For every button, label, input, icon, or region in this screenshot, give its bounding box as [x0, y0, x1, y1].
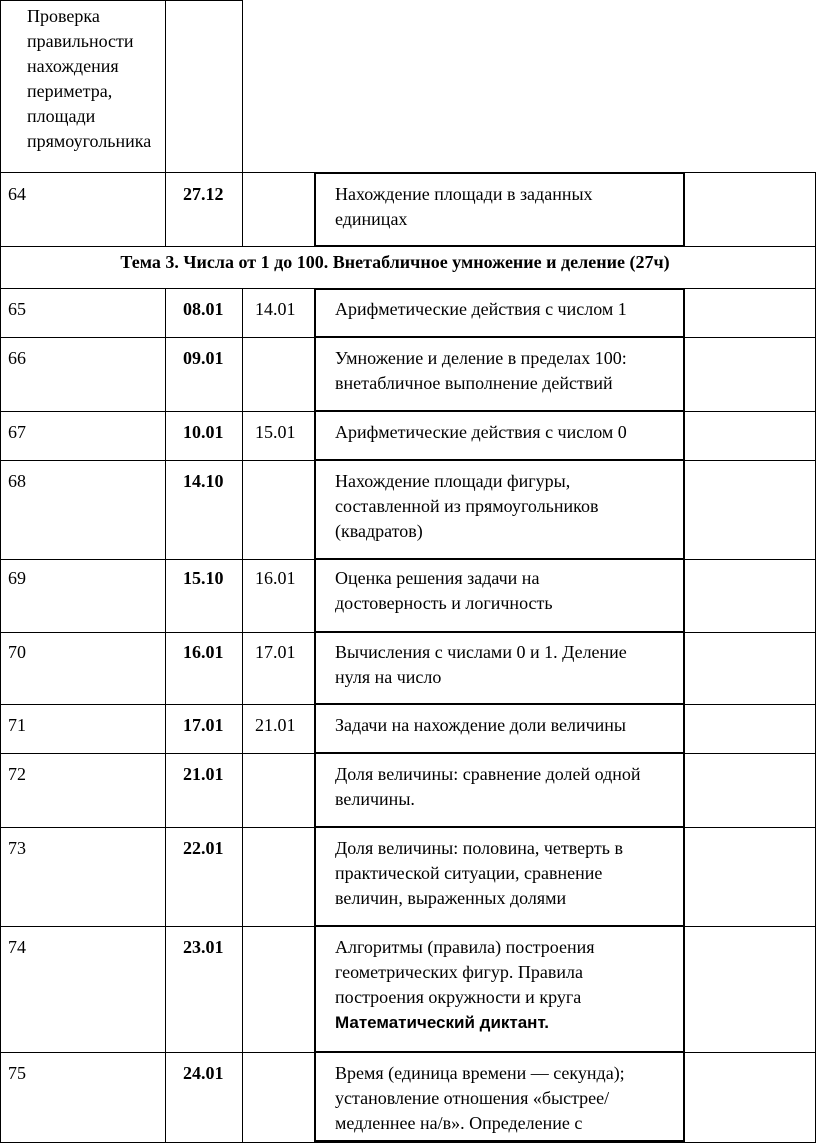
section-header: Тема 3. Числа от 1 до 100. Внетабличное умножение и деление (27ч): [120, 252, 670, 272]
row-71-number: 71: [8, 715, 26, 735]
row-73-topic-line-1: Доля величины: половина, четверть в: [335, 838, 623, 858]
row-68-topic-line-2: составленной из прямоугольников: [335, 496, 599, 516]
row-66-topic-line-1: Умножение и деление в пределах 100:: [335, 348, 627, 368]
row-72-topic-line-2: величины.: [335, 789, 415, 809]
col-divider-2: [242, 172, 243, 246]
row-72-number: 72: [8, 764, 26, 784]
row-66-topic-line-2: внетабличное выполнение действий: [335, 373, 613, 393]
row-66-plan-date: 09.01: [183, 348, 224, 368]
row-64-topic-line-1: Нахождение площади в заданных: [335, 184, 593, 204]
row-73-number: 73: [8, 838, 26, 858]
row-65-fact-date: 14.01: [255, 299, 296, 319]
topic-box-73-74: [314, 925, 685, 927]
row-74-plan-date: 23.01: [183, 937, 224, 957]
row-73-topic-line-2: практической ситуации, сравнение: [335, 863, 603, 883]
row-69-plan-date: 15.10: [183, 568, 224, 588]
row-67-fact-date: 15.01: [255, 422, 296, 442]
col-divider-4: [683, 288, 685, 1143]
row-68-topic-line-1: Нахождение площади фигуры,: [335, 471, 571, 491]
row-65-plan-date: 08.01: [183, 299, 224, 319]
col-divider-1: [165, 288, 166, 1143]
col-divider-3: [314, 172, 316, 246]
row-64-topic-line-2: единицах: [335, 209, 408, 229]
row-68-plan-date: 14.10: [183, 471, 224, 491]
row-72-plan-date: 21.01: [183, 764, 224, 784]
row-73-topic-line-3: величин, выраженных долями: [335, 888, 567, 908]
col-divider-3: [314, 288, 316, 1143]
top-block-right-border: [242, 0, 243, 172]
row-75-plan-date: 24.01: [183, 1063, 224, 1083]
row-71-plan-date: 17.01: [183, 715, 224, 735]
row-70-topic-line-1: Вычисления с числами 0 и 1. Деление: [335, 642, 627, 662]
row-74-topic-line-1: Алгоритмы (правила) построения: [335, 937, 595, 957]
row-75-topic-line-2: установление отношения «быстрее/: [335, 1088, 610, 1108]
top-block-line-6: прямоугольника: [27, 131, 152, 151]
topic-box-67-68: [314, 459, 685, 461]
row-69-topic-line-1: Оценка решения задачи на: [335, 568, 540, 588]
topic-box-top-64: [314, 172, 685, 174]
row-70-number: 70: [8, 642, 26, 662]
top-block-line-4: периметра,: [27, 81, 113, 101]
row-74-topic-line-2: геометрических фигур. Правила: [335, 962, 584, 982]
row-70-fact-date: 17.01: [255, 642, 296, 662]
row-73-plan-date: 22.01: [183, 838, 224, 858]
col-divider-1: [165, 172, 166, 246]
topic-box-69-70: [314, 631, 685, 633]
topic-box-72-73: [314, 826, 685, 828]
row-68-number: 68: [8, 471, 26, 491]
row-69-fact-date: 16.01: [255, 568, 296, 588]
row-75-topic-line-1: Время (единица времени — секунда);: [335, 1063, 625, 1083]
row-67-topic-line-1: Арифметические действия с числом 0: [335, 422, 627, 442]
row-70-plan-date: 16.01: [183, 642, 224, 662]
topic-box-top-65: [314, 288, 685, 290]
row-64-plan-date: 27.12: [183, 184, 224, 204]
top-block-line-5: площади: [27, 106, 96, 126]
row-74-dictation-label: Математический диктант.: [335, 1013, 550, 1032]
row-69-topic-line-2: достоверность и логичность: [335, 593, 553, 613]
topic-box-68-69: [314, 558, 685, 560]
topic-box-bottom-64: [314, 245, 685, 247]
row-74-topic-line-3: построения окружности и круга: [335, 987, 582, 1007]
row-71-fact-date: 21.01: [255, 715, 296, 735]
row-72-topic-line-1: Доля величины: сравнение долей одной: [335, 764, 641, 784]
row-75-topic-line-3: медленнее на/в». Определение с: [335, 1113, 583, 1133]
col-divider-4: [683, 172, 685, 246]
row-74-number: 74: [8, 937, 26, 957]
topic-box-65-66: [314, 336, 685, 338]
row-71-topic-line-1: Задачи на нахождение доли величины: [335, 715, 627, 735]
row-66-number: 66: [8, 348, 26, 368]
row-67-plan-date: 10.01: [183, 422, 224, 442]
row-70-topic-line-2: нуля на число: [335, 667, 442, 687]
row-67-number: 67: [8, 422, 26, 442]
row-69-number: 69: [8, 568, 26, 588]
topic-box-66-67: [314, 410, 685, 412]
col-divider-2: [242, 288, 243, 1143]
top-block-line-1: Проверка: [27, 6, 100, 26]
row-75-number: 75: [8, 1063, 26, 1083]
row-64-number: 64: [8, 184, 26, 204]
topic-box-71-72: [314, 752, 685, 754]
top-block-line-3: нахождения: [27, 56, 119, 76]
row-65-number: 65: [8, 299, 26, 319]
row-68-topic-line-3: (квадратов): [335, 521, 423, 541]
top-block-divider: [165, 0, 166, 172]
topic-box-74-75: [314, 1051, 685, 1053]
top-block-line-2: правильности: [27, 31, 134, 51]
row-65-topic-line-1: Арифметические действия с числом 1: [335, 299, 627, 319]
topic-box-70-71: [314, 703, 685, 705]
top-block-top-border: [0, 0, 243, 1]
